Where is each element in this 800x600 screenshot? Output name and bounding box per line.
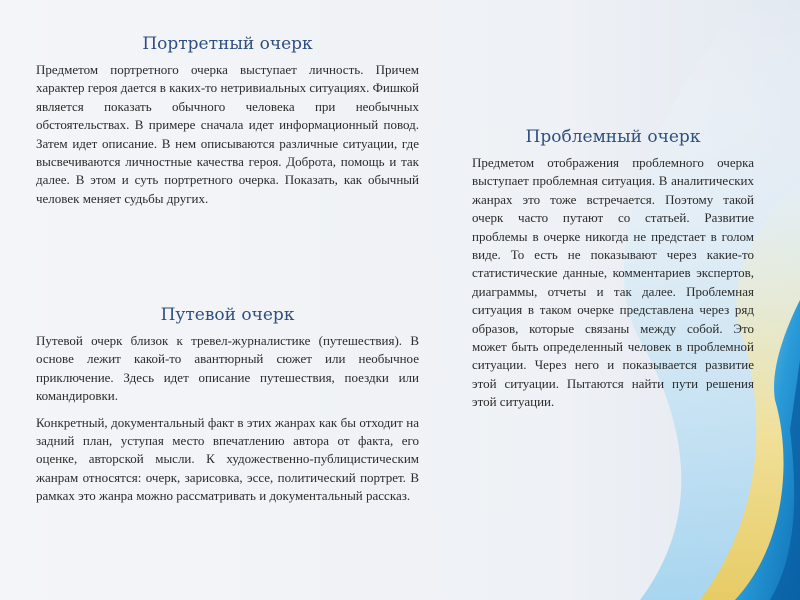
- travel-essay-text-1: Путевой очерк близок к тревел-журналистике (путешествия). В основе лежит какой-то авантюрный сюжет или необычное приключение. Здесь идет описание путешествия, поездки или командировки.: [36, 333, 419, 404]
- portrait-essay-text: Предметом портретного очерка выступает личность. Причем характер героя дается в каких-то нетривиальных ситуациях. Фишкой является показать обычного человека при необычных обстоятельствах. В примере сначала идет информационный повод. Затем идет описание. В нем описываются различные ситуации, где высвечиваются личностные качества героя. Доброта, помощь и так далее. В этом и суть портретного очерка. Показать, как обычный человек меняет судьбы других.: [36, 62, 419, 206]
- portrait-essay-section: [36, 34, 419, 216]
- portrait-essay-title: Портретный очерк: [142, 34, 313, 54]
- problem-essay-title: Проблемный очерк: [525, 127, 701, 147]
- problem-essay-section: [472, 127, 754, 420]
- travel-essay-section: [36, 305, 419, 514]
- problem-essay-text: Предметом отображения проблемного очерка выступает проблемная ситуация. В аналитических жанрах это тоже встречается. Поэтому такой очерк часто путают со статьей. Развитие проблемы в очерке никогда не предстает в голом виде. То есть не показывают через какие-то статистические данные, комментариев экспертов, диаграммы, отчеты и так далее. Проблемная ситуация в таком очерке представлена через ряд образов, которые связаны между собой. Это может быть определенный человек в проблемной ситуации. Через него и показывается развитие этой ситуации. Пытаются найти пути решения этой ситуации.: [472, 155, 754, 410]
- travel-essay-text-2: Конкретный, документальный факт в этих жанрах как бы отходит на задний план, уступая место впечатлению автора от факта, его оценке, авторской мысли. К художественно-публицистическим жанрам относятся: очерк, зарисовка, эссе, политический портрет. В рамках это жанра можно рассматривать и документальный рассказ.: [36, 414, 419, 504]
- travel-essay-title: Путевой очерк: [160, 305, 295, 325]
